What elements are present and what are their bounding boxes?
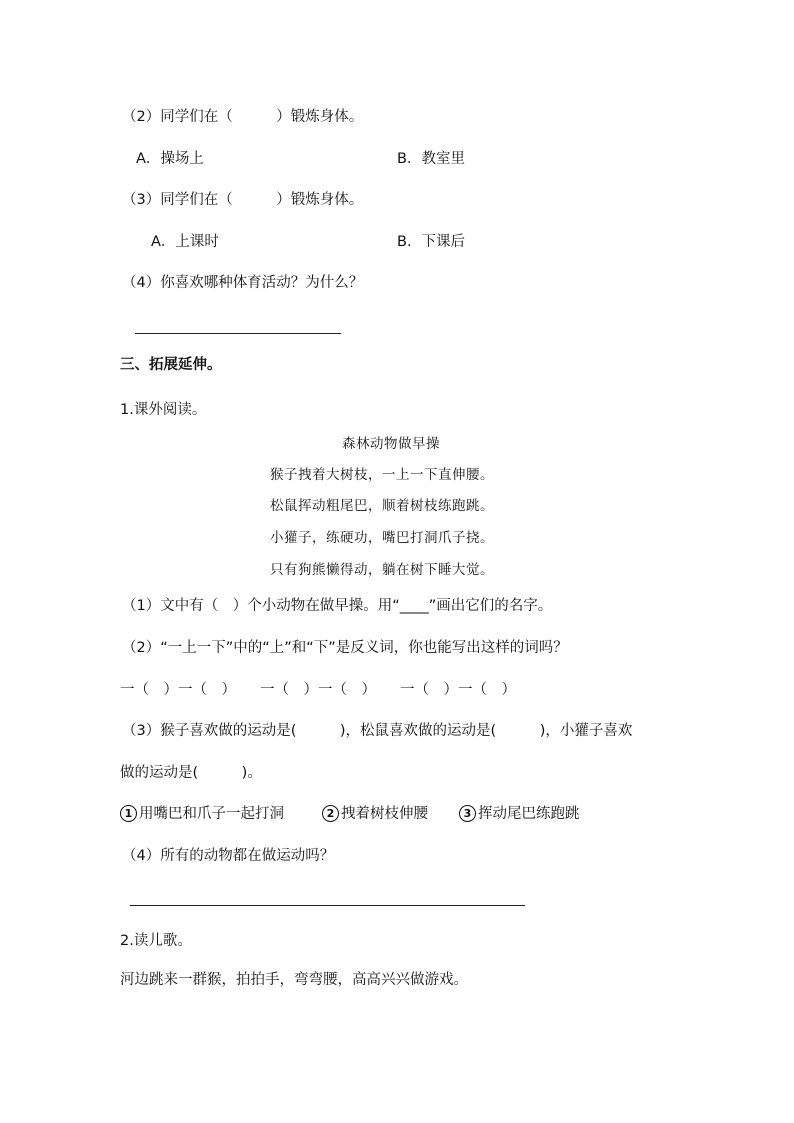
poem-line: 只有狗熊懒得动，躺在树下睡大觉。 [270,562,494,578]
option-a-class-time: A．上课时 [151,234,219,250]
answer-line [135,333,341,334]
poem-line: 松鼠挥动粗尾巴，顺着树枝练跑跳。 [270,498,494,514]
choice-text: 挥动尾巴练跑跳 [478,806,580,822]
choice-option-2 [322,804,428,824]
rhyme-text: 河边跳来一群猴，拍拍手，弯弯腰，高高兴兴做游戏。 [120,972,468,988]
reading-question-3-cont: 做的运动是( )。 [120,765,262,781]
question-3: （3）同学们在（ ）锻炼身体。 [122,192,364,208]
reading-question-2: （2）“一上一下”中的“上”和“下”是反义词，你也能写出这样的词吗？ [122,640,568,656]
option-a-playground: A．操场上 [136,151,204,167]
choice-text: 用嘴巴和爪子一起打洞 [139,806,284,822]
poem-line: 小獾子，练硬功，嘴巴打洞爪子挠。 [270,530,494,546]
choice-text: 拽着树枝伸腰 [341,806,428,822]
option-b-classroom: B．教室里 [397,151,465,167]
choice-option-3 [459,804,580,824]
section-heading: 三、拓展延伸。 [120,357,222,373]
item-1-title: 1.课外阅读。 [120,402,207,418]
antonym-blank: 一（ ）一（ ） [120,682,236,698]
reading-question-3: （3）猴子喜欢做的运动是( )，松鼠喜欢做的运动是( )，小獾子喜欢 [122,723,633,739]
question-4: （4）你喜欢哪种体育活动？为什么？ [122,275,364,291]
question-2: （2）同学们在（ ）锻炼身体。 [122,109,364,125]
option-b-after-class: B．下课后 [397,234,465,250]
reading-question-1: （1）文中有（ ）个小动物在做早操。用“____”画出它们的名字。 [122,598,553,614]
reading-question-4: （4）所有的动物都在做运动吗？ [122,848,335,864]
answer-line [130,905,525,906]
poem-line: 猴子拽着大树枝，一上一下直伸腰。 [270,467,494,483]
choice-option-1 [120,804,284,824]
circled-number: 2 [322,805,339,822]
antonym-blank: 一（ ）一（ ） [260,682,376,698]
antonym-blank: 一（ ）一（ ） [400,682,516,698]
poem-title: 森林动物做早操 [342,436,440,452]
item-2-title: 2.读儿歌。 [120,933,192,949]
circled-number: 1 [120,805,137,822]
circled-number: 3 [459,805,476,822]
